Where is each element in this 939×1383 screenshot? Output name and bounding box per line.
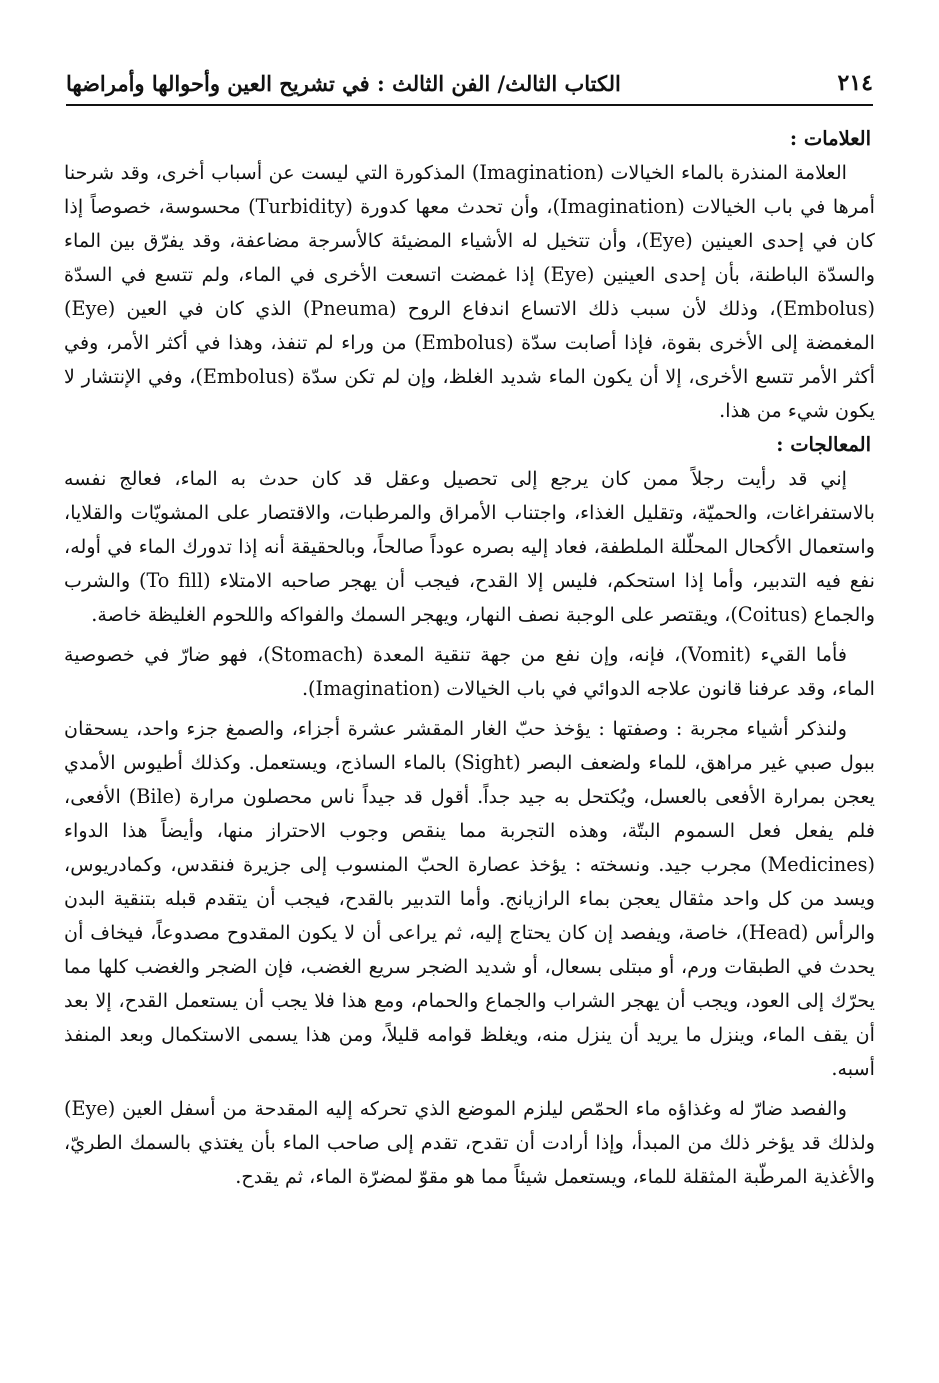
paragraph-treatment-2: فأما القيء (Vomit)، فإنه، وإن نفع من جهة تنقية المعدة (Stomach)، فهو ضارّ في خصوصية الماء، وقد عرفنا قانون علاجه الدوائي في باب الخيالات (Imagination). [64, 643, 875, 700]
page-number: ٢١٤ [837, 70, 873, 96]
running-header [66, 58, 873, 106]
paragraph-treatment-3: ولنذكر أشياء مجربة : وصفتها : يؤخذ حبّ الغار المقشر عشرة أجزاء، والصمغ جزء واحد، يسحقان ببول صبي غير مراهق، للماء ولضعف البصر (Sight) بالماء الساذج، ويستعمل. وكذلك أطيوس الأمدي يعجن بمرارة الأفعى بالعسل، ويُكتحل به جيد جداً. أقول قد جيداً ناس محصلون مرارة (Bile) الأفعى، فلم يفعل فعل السموم البتّة، وهذه التجربة مما ينقص وجوب الاحتراز منها، وأيضاً هذا الدواء (Medicines) مجرب جيد. ونسخته : يؤخذ عصارة الحبّ المنسوب إلى جزيرة فنقدس، وكمادريوس، ويسد من كل واحد مثقال يعجن بماء الرازيانج. وأما التدبير بالقدح، فيجب أن يتقدم قبله بتنقية البدن والرأس (Head)، خاصة، ويفصد إن كان يحتاج إليه، ثم يراعى أن لا يكون المقدوح مصدوعاً، فيخاف أن يحدث في الطبقات ورم، أو مبتلى بسعال، أو شديد الضجر سريع الغضب، فإن الضجر والغضب كلها مما يحرّك إلى العود، ويجب أن يهجر الشراب والجماع والحمام، ومع هذا فلا يجب أن يستعمل القدح، إلا بعد أن يقف الماء، وينزل ما يريد أن ينزل منه، ويغلظ قوامه قليلاً، ومن هذا يسمى الاستكمال وبعد المنفذ أسبه. [64, 717, 876, 1080]
paragraph-treatment-1: إني قد رأيت رجلاً ممن كان يرجع إلى تحصيل وعقل قد كان حدث به الماء، فعالج نفسه بالاستفراغات، والحميّة، وتقليل الغذاء، واجتناب الأمراق والمرطبات، والاقتصار على المشويّات والقلايا، واستعمال الأكحال المحلّلة الملطفة، فعاد إليه بصره عوداً صالحاً، وبالحقيقة أنه إذا تدورك الماء في أوله، نفع فيه التدبير، وأما إذا استحكم، فليس إلا القدح، فيجب أن يهجر صاحبه الامتلاء (To fill) والشرب والجماع (Coitus)، ويقتصر على الوجبة نصف النهار، ويهجر السمك والفواكه واللحوم الغليظة خاصة. [64, 467, 876, 626]
page-body [64, 122, 875, 1194]
paragraph-signs: العلامة المنذرة بالماء الخيالات (Imagination) المذكورة التي ليست عن أسباب أخرى، وقد شرحنا أمرها في باب الخيالات (Imagination)، وأن تحدث معها كدورة (Turbidity) محسوسة، خصوصاً إذا كان في إحدى العينين (Eye)، وأن تتخيل له الأشياء المضيئة كالأسرجة مضاعفة، وقد يفرّق بين الماء والسدّة الباطنة، بأن إحدى العينين (Eye) إذا غمضت اتسعت الأخرى في الماء، ولم تتسع في السدّة (Embolus)، وذلك لأن سبب ذلك الاتساع اندفاع الروح (Pneuma) الذي كان في العين (Eye) المغمضة إلى الأخرى بقوة، فإذا أصابت سدّة (Embolus) من وراء لم تنفذ، وهذا في أكثر الأمر، وفي أكثر الأمر تتسع الأخرى، إلا أن يكون الماء شديد الغلظ، وإن لم تكن سدّة (Embolus)، وفي الإنتشار لا يكون شيء من هذا. [64, 161, 876, 422]
paragraph-treatment-4: والفصد ضارّ له وغذاؤه ماء الحمّص ليلزم الموضع الذي تحركه إليه المقدحة من أسفل العين (Eye) ولذلك قد يؤخر ذلك من المبدأ، وإذا أرادت أن تقدح، تقدم إلى صاحب الماء بأن يغتذي بالسمك الطريّ، والأغذية المرطّبة المثقلة للماء، ويستعمل شيئاً مما هو مقوّ لمضرّة الماء، ثم يقدح. [64, 1097, 875, 1188]
section-heading-signs: العلامات : [789, 127, 871, 150]
chapter-title: الكتاب الثالث/ الفن الثالث : في تشريح العين وأحوالها وأمراضها [66, 71, 621, 96]
section-heading-treatments: المعالجات : [776, 433, 871, 456]
